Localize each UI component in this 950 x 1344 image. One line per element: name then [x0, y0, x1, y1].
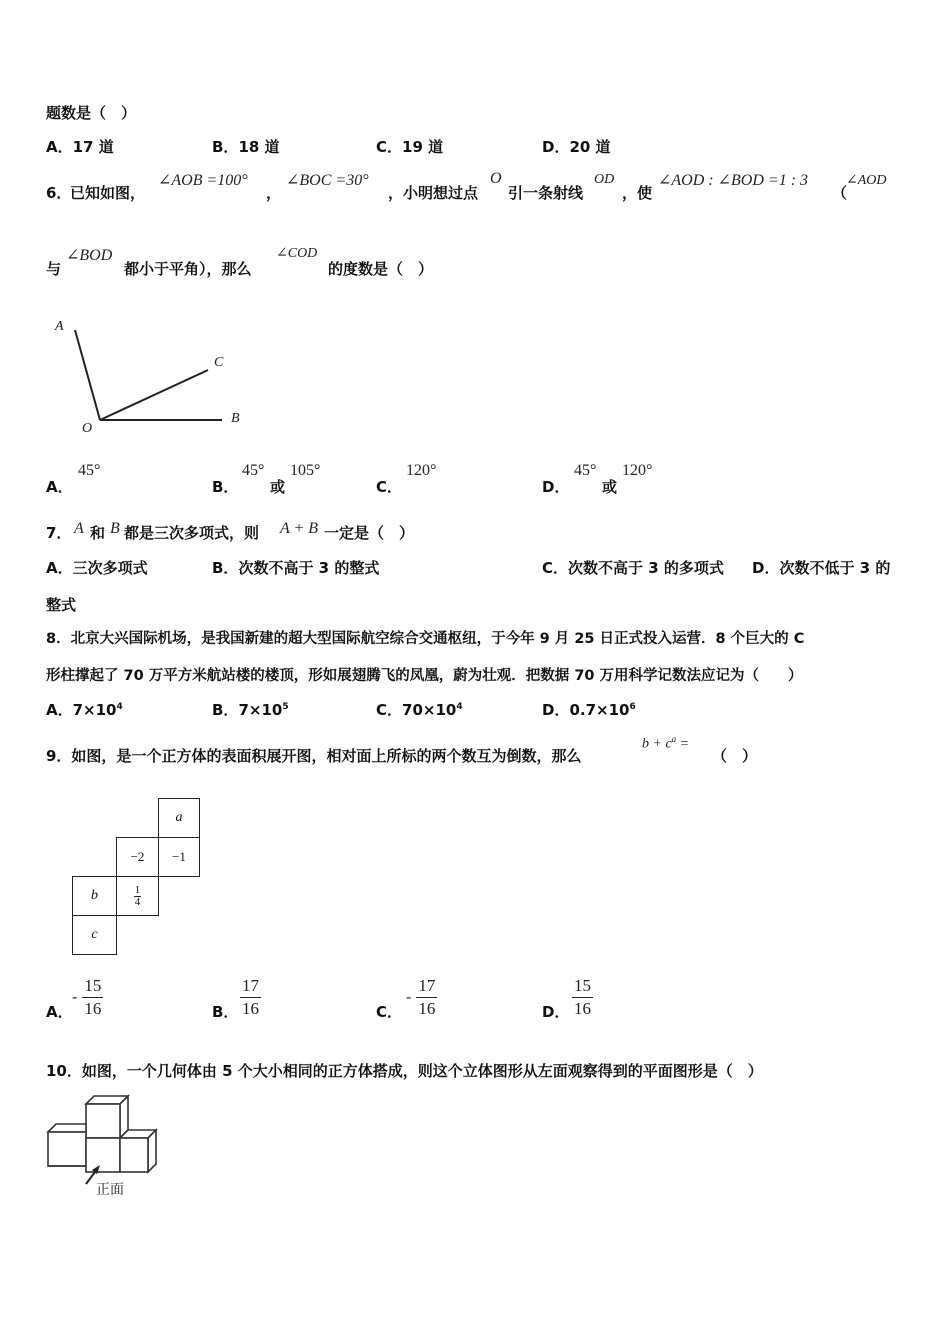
- net-quarter-num: 1: [134, 883, 141, 896]
- cube-top-front-face: [86, 1104, 120, 1138]
- q6-option-b-value-2: 105°: [290, 462, 321, 479]
- cube-left-front-face: [48, 1132, 86, 1166]
- q5-option-a[interactable]: A．17 道: [46, 138, 114, 156]
- cube-middle-front-face: [86, 1138, 120, 1172]
- q9-cube-net: [70, 798, 202, 958]
- label-b: B: [231, 411, 240, 426]
- q7-text-2: 都是三次多项式，则: [124, 524, 260, 542]
- q5-option-c[interactable]: C．19 道: [376, 138, 444, 156]
- ray-oa: [75, 330, 100, 420]
- q7-number: 7．: [46, 524, 72, 542]
- q7-option-b[interactable]: B．次数不高于 3 的整式: [212, 559, 380, 577]
- net-cell-a: a: [158, 798, 200, 838]
- q6-option-d-or: 或: [602, 478, 618, 496]
- q8-line-2: 形柱撑起了 70 万平方米航站楼的楼顶，形如展翅腾飞的凤凰，蔚为壮观．把数据 70 万用科学记数法应记为（ ）: [46, 668, 803, 684]
- cube-left-top-face: [48, 1124, 86, 1132]
- q6-option-c-value: 120°: [406, 462, 437, 479]
- q7-math-a: A: [74, 520, 84, 537]
- q9-option-c-value: - $\frac{17}{16}$: [406, 976, 436, 1018]
- label-c: C: [214, 355, 224, 370]
- q6-text-5: ，使: [622, 184, 653, 202]
- q7-option-d-wrap: 整式: [46, 596, 77, 614]
- q8-option-a[interactable]: A．$7\times 10^4$: [46, 701, 123, 719]
- q6-text-1: 已知如图，: [70, 184, 146, 202]
- q7-option-a[interactable]: A．三次多项式: [46, 559, 148, 577]
- net-cell-b: b: [72, 876, 117, 916]
- q9-math-expression: $b + c^a$ =: [642, 734, 690, 752]
- q6-math-ratio: ∠AOD : ∠BOD =1 : 3: [658, 172, 809, 189]
- q5-option-d[interactable]: D．20 道: [542, 138, 611, 156]
- net-cell-neg1: −1: [158, 837, 200, 877]
- q8-option-d[interactable]: D．$0.7\times 10^6$: [542, 701, 636, 719]
- q6-l2-text-3: 的度数是（ ）: [328, 260, 434, 278]
- ray-oc: [100, 370, 208, 420]
- q9-option-c-letter[interactable]: C．: [376, 1003, 403, 1021]
- q7-text-3: 一定是（ ）: [324, 524, 415, 542]
- q6-math-bod: ∠BOD: [66, 247, 113, 264]
- q5-tail-text: 题数是（ ）: [46, 104, 137, 122]
- q9-option-d-value: $\frac{15}{16}$: [574, 976, 591, 1018]
- q6-text-3: ，小明想过点: [388, 184, 479, 202]
- q6-option-b-value-1: 45°: [242, 462, 265, 479]
- q6-option-c-letter[interactable]: C．: [376, 478, 403, 496]
- q6-option-d-value-1: 45°: [574, 462, 597, 479]
- net-cell-neg2: −2: [116, 837, 159, 877]
- q6-option-a-value: 45°: [78, 462, 101, 479]
- q6-text-2: ，: [266, 184, 282, 202]
- front-label: 正面: [96, 1182, 124, 1198]
- q10-text: 10．如图，一个几何体由 5 个大小相同的正方体搭成，则这个立体图形从左面观察得到的平面图形是（ ）: [46, 1062, 763, 1080]
- q6-math-aod: ∠AOD: [846, 173, 887, 188]
- q9-option-a-letter[interactable]: A．: [46, 1003, 73, 1021]
- net-quarter-den: 4: [134, 895, 141, 908]
- net-cell-c: c: [72, 915, 117, 955]
- q6-text-4: 引一条射线: [508, 184, 584, 202]
- cube-right-front-face: [120, 1138, 148, 1172]
- q6-angle-figure: [46, 312, 256, 437]
- q9-option-a-value: - $\frac{15}{16}$: [72, 976, 102, 1018]
- net-cell-quarter: [116, 876, 159, 916]
- q8-option-b[interactable]: B．$7\times 10^5$: [212, 701, 289, 719]
- q6-l2-text-2: 都小于平角），那么: [124, 260, 252, 278]
- q7-math-sum: A + B: [280, 520, 319, 537]
- q7-text-1: 和: [90, 524, 106, 542]
- q6-math-aob: ∠AOB =100°: [158, 172, 248, 189]
- q8-option-c[interactable]: C．$70\times 10^4$: [376, 701, 463, 719]
- q6-math-o: O: [490, 170, 502, 187]
- q7-option-d[interactable]: D．次数不低于 3 的: [752, 559, 891, 577]
- q6-option-b-letter[interactable]: B．: [212, 478, 239, 496]
- q6-l2-text-1: 与: [46, 260, 62, 278]
- q8-line-1: 8．北京大兴国际机场，是我国新建的超大型国际航空综合交通枢纽，于今年 9 月 25 日正式投入运营．8 个巨大的 C: [46, 631, 805, 647]
- q6-text-6: （: [832, 184, 848, 202]
- q6-number: 6．: [46, 184, 72, 202]
- q9-option-d-letter[interactable]: D．: [542, 1003, 570, 1021]
- q6-option-d-letter[interactable]: D．: [542, 478, 570, 496]
- q7-math-b: B: [110, 520, 120, 537]
- q7-option-c[interactable]: C．次数不高于 3 的多项式: [542, 559, 724, 577]
- label-o: O: [82, 421, 93, 436]
- label-a: A: [55, 319, 64, 334]
- q10-cube-figure: [42, 1090, 167, 1200]
- q6-math-boc: ∠BOC =30°: [286, 172, 369, 189]
- q6-option-d-value-2: 120°: [622, 462, 653, 479]
- q5-option-b[interactable]: B．18 道: [212, 138, 280, 156]
- cube-right-side-face: [148, 1130, 156, 1172]
- q9-option-b-letter[interactable]: B．: [212, 1003, 239, 1021]
- q6-option-b-or: 或: [270, 478, 286, 496]
- q6-option-a-letter[interactable]: A．: [46, 478, 73, 496]
- q6-math-cod: ∠COD: [276, 246, 318, 261]
- q9-text: 9．如图，是一个正方体的表面积展开图，相对面上所标的两个数互为倒数，那么: [46, 747, 582, 765]
- q9-option-b-value: $\frac{17}{16}$: [242, 976, 259, 1018]
- q6-math-od: OD: [594, 172, 615, 187]
- q9-tail: （ ）: [712, 747, 758, 765]
